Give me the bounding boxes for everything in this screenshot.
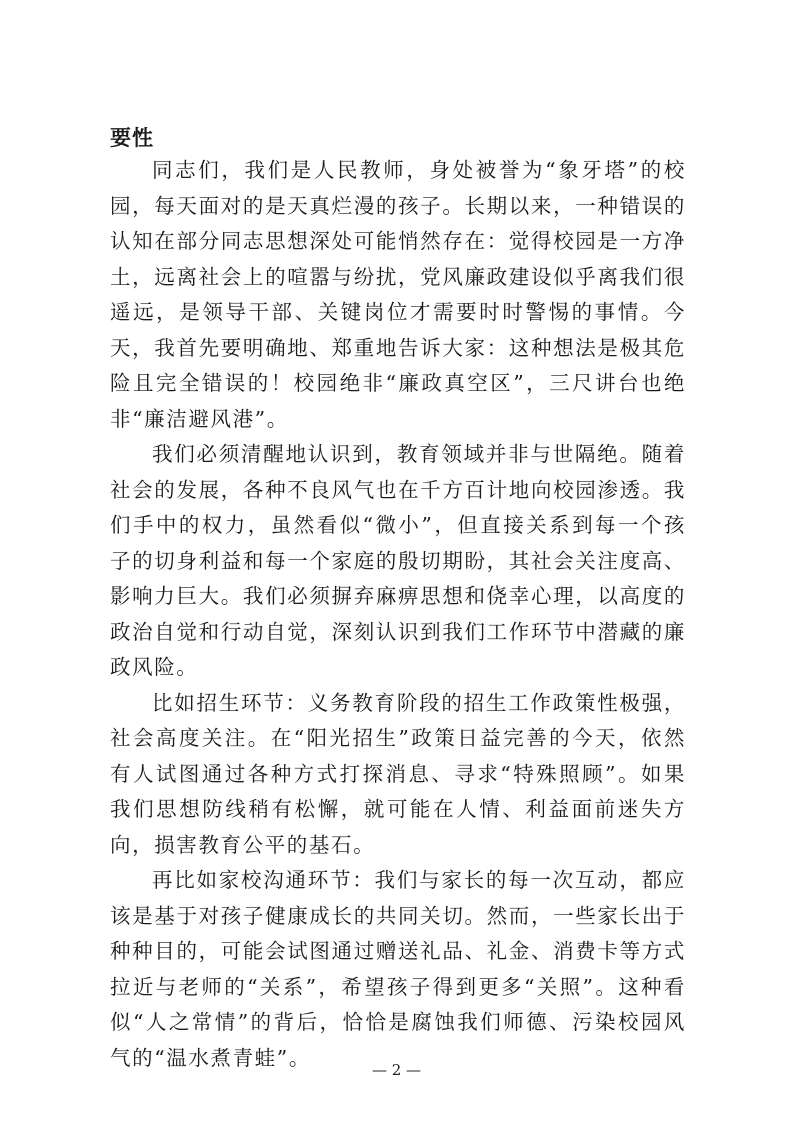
section-heading: 要性	[110, 125, 154, 150]
paragraph-1: 同志们，我们是人民教师，身处被誉为“象牙塔”的校园，每天面对的是天真烂漫的孩子。长期以来，一种错误的认知在部分同志思想深处可能悄然存在：觉得校园是一方净土，远离社会上的喧嚣与纷扰，党风廉政建设似乎离我们很遥远，是领导干部、关键岗位才需要时时警惕的事情。今天，我首先要明确地、郑重地告诉大家：这种想法是极其危险且完全错误的！校园绝非“廉政真空区”，三尺讲台也绝非“廉洁避风港”。	[110, 158, 686, 431]
paragraph-4: 再比如家校沟通环节：我们与家长的每一次互动，都应该是基于对孩子健康成长的共同关切。然而，一些家长出于种种目的，可能会试图通过赠送礼品、礼金、消费卡等方式拉近与老师的“关系”，希望孩子得到更多“关照”。这种看似“人之常情”的背后，恰恰是腐蚀我们师德、污染校园风气的“温水煮青蛙”。	[110, 868, 686, 1070]
page-number: — 2 —	[371, 1061, 422, 1079]
document-body	[110, 123, 686, 1076]
paragraph-2: 我们必须清醒地认识到，教育领域并非与世隔绝。随着社会的发展，各种不良风气也在千方百计地向校园渗透。我们手中的权力，虽然看似“微小”，但直接关系到每一个孩子的切身利益和每一个家庭的殷切期盼，其社会关注度高、影响力巨大。我们必须摒弃麻痹思想和侥幸心理，以高度的政治自觉和行动自觉，深刻认识到我们工作环节中潜藏的廉政风险。	[110, 442, 686, 679]
paragraph-3: 比如招生环节：义务教育阶段的招生工作政策性极强，社会高度关注。在“阳光招生”政策日益完善的今天，依然有人试图通过各种方式打探消息、寻求“特殊照顾”。如果我们思想防线稍有松懈，就可能在人情、利益面前迷失方向，损害教育公平的基石。	[110, 690, 686, 857]
